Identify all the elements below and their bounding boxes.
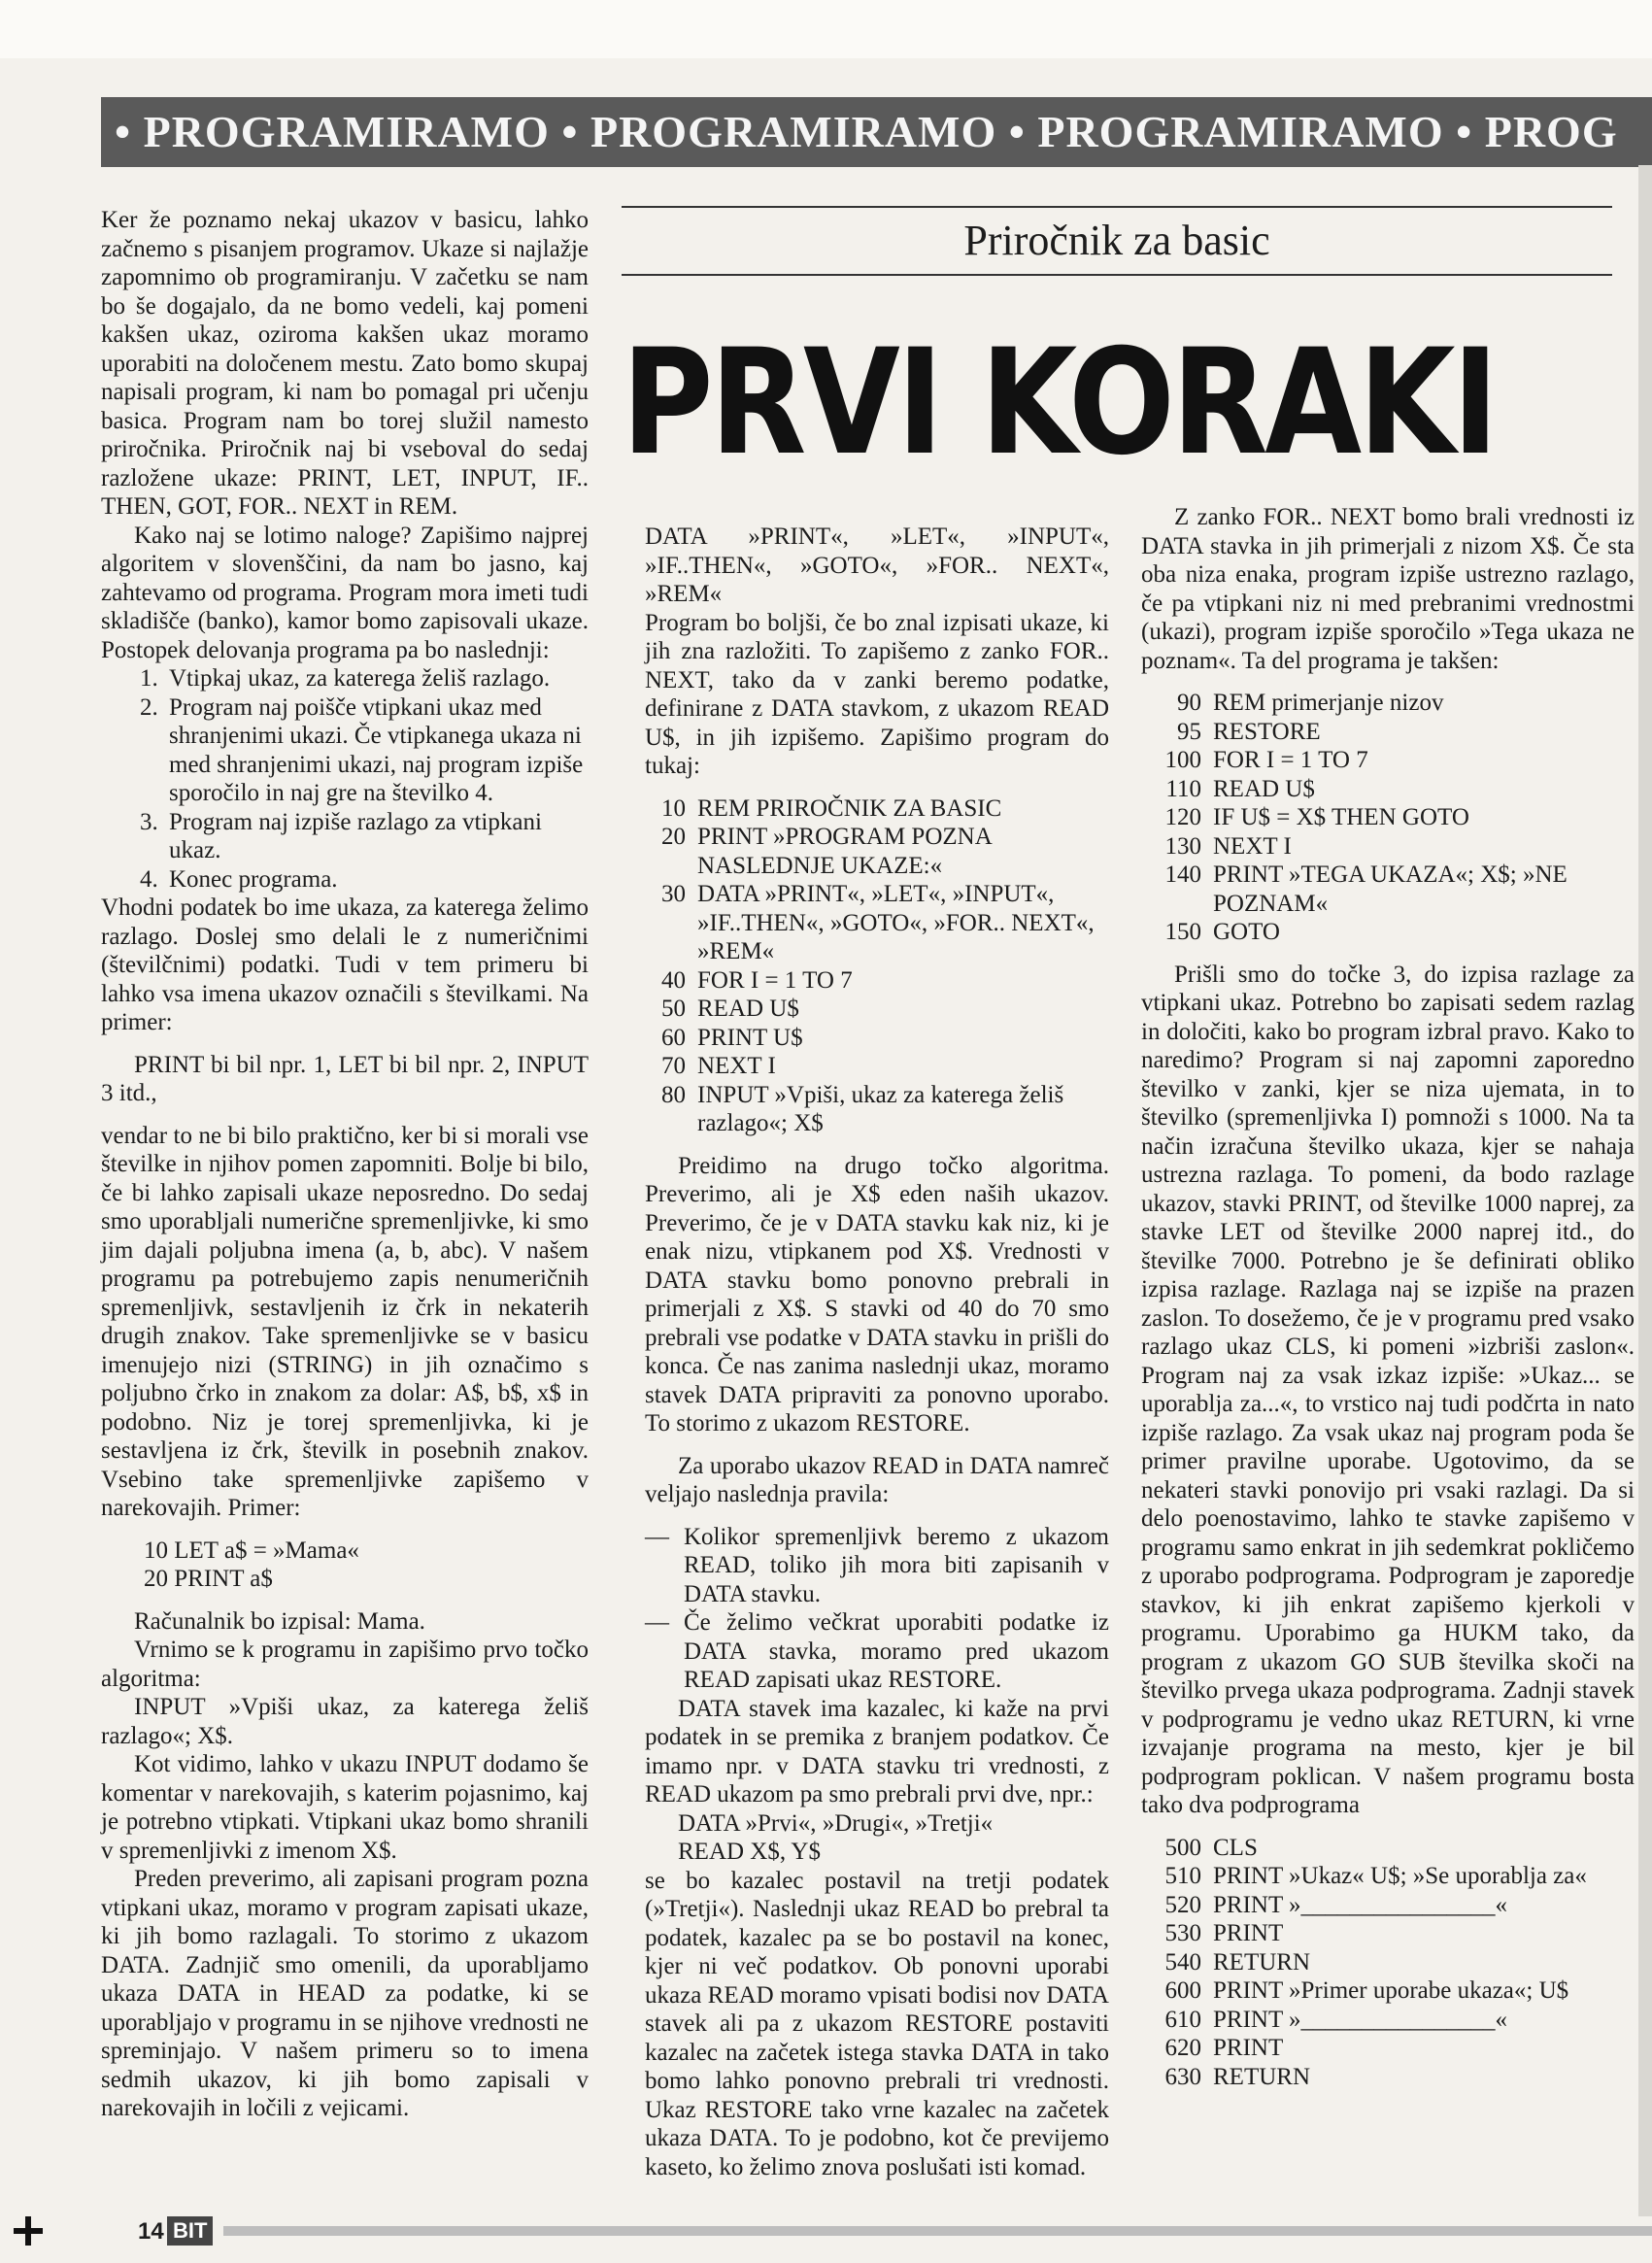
code-block-2: [645, 794, 1109, 1138]
code-line: 50 READ U$: [661, 996, 799, 1022]
paragraph: Vhodni podatek bo ime ukaza, za katerega želimo razlago. Doslej smo delali le z numeričnimi (številčnimi) podatki. Tudi v tem primeru bi lahko vsa imena ukazov označili s številkami. Na primer:: [101, 895, 589, 1035]
paragraph: Z zanko FOR.. NEXT bomo brali vrednosti iz DATA stavka in jih primerjali z nizom X$. Če sta oba niza enaka, program izpiše ustrezno razlago, če pa vtipkani niz ni med prebranimi vrednostmi (ukazi), program izpiše sporočilo »Tega ukaza ne poznam«. Ta del programa je takšen:: [1141, 504, 1635, 674]
code-block-1: [101, 1537, 589, 1594]
code-line: 500 CLS: [1164, 1834, 1258, 1861]
data-line: DATA »PRINT«, »LET«, »INPUT«, »IF..THEN«, »GOTO«, »FOR.. NEXT«, »REM«: [645, 524, 1109, 607]
code-line: 150 GOTO: [1164, 919, 1280, 945]
page-number: 14: [138, 2218, 164, 2245]
registration-mark-icon: [14, 2216, 43, 2246]
subtitle-block: [622, 206, 1612, 276]
paragraph: DATA stavek ima kazalec, ki kaže na prvi podatek in se premika z branjem podatkov. Če imamo npr. v DATA stavku tri vrednosti, z READ ukazom pa smo prebrali prvi dve, npr.:: [645, 1695, 1109, 1807]
paragraph: Preden preverimo, ali zapisani program pozna vtipkani ukaz, moramo v program zapisati ukaze, ki jih bomo razlagali. To storimo z ukazom DATA. Zadnjič smo omenili, da uporabljamo ukaza DATA in HEAD za podatke, ki se uporabljajo v programu in se njihove vrednosti ne spreminjajo. V našem primeru so to imena sedmih ukazov, ki jih bomo zapisali v narekovajih in ločili z vejicami.: [101, 1866, 589, 2121]
section-banner: [101, 97, 1652, 167]
page-top-edge: [0, 0, 1652, 58]
subtitle: Priročnik za basic: [963, 217, 1270, 264]
banner-text: • PROGRAMIRAMO • PROGRAMIRAMO • PROGRAMIRAMO • PROG: [115, 107, 1618, 156]
code-line: 10 REM PRIROČNIK ZA BASIC: [661, 794, 1002, 822]
list-number: 2.: [140, 693, 158, 721]
list-text: Vtipkaj ukaz, za katerega želiš razlago.: [169, 665, 551, 692]
paragraph: Računalnik bo izpisal: Mama.: [134, 1607, 425, 1635]
code-line: 630 RETURN: [1164, 2063, 1310, 2090]
list-item: [140, 693, 589, 808]
code-block-4: [1141, 1834, 1635, 2092]
list-item: [140, 865, 589, 895]
list-text: Program naj izpiše razlago za vtipkani ukaz.: [169, 808, 542, 863]
footer: [0, 2216, 1652, 2263]
paragraph: se bo kazalec postavil na tretji podatek (»Tretji«). Naslednji ukaz READ bo prebral ta podatek, kazalec pa se bo postavil na konec, kjer ni več podatkov. Ob ponovni uporabi ukaza READ moramo vpisati bodisi nov DATA stavek ali pa z ukazom RESTORE postaviti kazalec na začetek istega stavka DATA in tako bomo lahko ponovno prebrali tri vrednosti. Ukaz RESTORE tako vrne kazalec na začetek ukaza DATA. To je podobno, kot če previjemo kaseto, ko želimo znova poslušati isti komad.: [645, 1867, 1109, 2180]
code-line: 540 RETURN: [1164, 1948, 1310, 1976]
paragraph: vendar to ne bi bilo praktično, ker bi si morali vse številke in njihov pomen zapomniti. Bolje bi bilo, če bi lahko zapisali ukaze neposredno. Do sedaj smo uporabljali numerične spremenljivke, ki smo jim dajali poljubna imena (a, b, abc). V našem programu pa potrebujemo zapis nenumeričnih spremenljivk, sestavljenih iz črk in nekaterih drugih znakov. Take spremenljivke se v basicu imenujejo nizi (STRING) in jih označimo s poljubno črko in znakom za dolar: A$, b$, x$ in podobno. Niz je torej spremenljivka, ki je sestavljena iz črk, številk in posebnih znakov. Vsebino take spremenljivke zapišemo v narekovajih. Primer:: [101, 1122, 589, 1521]
example-line: DATA »Prvi«, »Drugi«, »Tretji«: [678, 1809, 994, 1837]
code-line: 530 PRINT: [1164, 1920, 1284, 1946]
code-line: 20 PRINT a$: [144, 1566, 273, 1592]
code-line: 520 PRINT »________________«: [1164, 1891, 1508, 1918]
example-line: READ X$, Y$: [678, 1839, 821, 1865]
code-line: 100 FOR I = 1 TO 7: [1164, 747, 1368, 773]
list-text: Konec programa.: [169, 865, 338, 893]
code-line: 110 READ U$: [1165, 775, 1315, 802]
paragraph: Za uporabo ukazov READ in DATA namreč veljajo naslednja pravila:: [645, 1452, 1109, 1507]
paragraph: Vrnimo se k programu in zapišimo prvo točko algoritma:: [101, 1637, 589, 1692]
code-line: 610 PRINT »________________«: [1164, 2006, 1508, 2033]
code-block-3: [1141, 689, 1635, 947]
paragraph: Preidimo na drugo točko algoritma. Preverimo, ali je X$ eden naših ukazov. Preverimo, če je v DATA stavku kak niz, ki je enak nizu, vtipkanem pod X$. Vrednosti v DATA stavku bomo ponovno prebrali in primerjali z X$. S stavki od 40 do 70 smo prebrali vse podatke v DATA stavku in prišli do konca. Če nas zanima naslednji ukaz, moramo stavek DATA pripraviti za ponovno uporabo. To storimo z ukazom RESTORE.: [645, 1152, 1109, 1436]
footer-bar: [223, 2226, 1652, 2236]
column-1: [101, 206, 589, 2123]
code-line: 620 PRINT: [1164, 2035, 1284, 2061]
rule-item: — Kolikor spremenljivk beremo z ukazom READ, toliko jih mora biti zapisanih v DATA stavku.: [645, 1523, 1109, 1607]
code-line: 130 NEXT I: [1164, 832, 1292, 860]
headline: PRVI KORAKI: [622, 319, 1496, 488]
list-item: [140, 664, 589, 693]
magazine-logo: BIT: [167, 2216, 213, 2246]
column-2: [645, 523, 1109, 2181]
code-line: 20 PRINT »PROGRAM POZNA NASLEDNJE UKAZE:«: [661, 824, 992, 879]
code-line: 70 NEXT I: [661, 1053, 776, 1079]
example-line: PRINT bi bil npr. 1, LET bi bil npr. 2, INPUT 3 itd.,: [101, 1051, 589, 1106]
code-line: 95 RESTORE: [1177, 718, 1321, 745]
list-text: Program naj poišče vtipkani ukaz med shranjenimi ukazi. Če vtipkanega ukaza ni med shranjenimi ukazi, naj program izpiše sporočilo in naj gre na številko 4.: [169, 693, 584, 806]
algorithm-list: [101, 664, 589, 894]
rule-bottom: [622, 274, 1612, 276]
paragraph: Prišli smo do točke 3, do izpisa razlage za vtipkani ukaz. Potrebno bo zapisati sedem razlag in določiti, kako bo program izbral pravo. Kako to naredimo? Program si naj zapomni zaporedno številko v zanki, kjer se niza ujemata, in to številko (spremenljivka I) pomnoži s 1000. Na ta način izračuna številko ukaza, kjer se nahaja ustrezna razlaga. To pomeni, da bodo razlage ukazov, stavki PRINT, od številke 1000 naprej, za stavke LET od številke 2000 naprej itd., do številke 7000. Potrebno je še definirati obliko izpisa razlage. Razlaga naj se izpiše na prazen zaslon. To dosežemo, če je v programu pred vsako razlago ukaz CLS, ki pomeni »izbriši zaslon«. Program naj za vsak izkaz izpiše: »Ukaz... se uporablja za...«, to vrstico naj tudi podčrta in nato izpiše razlago. Za vsak ukaz naj program poda še primer pravilne uporabe. Ugotovimo, da se nekateri stavki ponovijo pri vsaki razlagi. Da si delo poenostavimo, lahko te stavke zapišemo v programu samo enkrat in jih sedemkrat pokličemo z uporabo podprograma. Podprogram je zaporedje stavkov, ki jih enkrat zapišemo kjerkoli v programu. Uporabimo ga HUKM tako, da program z ukazom GO SUB številka skoči na številko prvega ukaza podprograma. Zadnji stavek v podprogramu je vedno ukaz RETURN, ki vrne izvajanje programa na mesto, kjer je bil podprogram poklican. V našem programu bosta tako dva podprograma: [1141, 961, 1635, 1818]
rule-item: — Če želimo večkrat uporabiti podatke iz DATA stavka, moramo pred ukazom READ zapisati ukaz RESTORE.: [645, 1609, 1109, 1693]
code-line: 40 FOR I = 1 TO 7: [661, 966, 853, 994]
code-line: 10 LET a$ = »Mama«: [144, 1537, 359, 1564]
list-item: [140, 808, 589, 865]
code-line: 140 PRINT »TEGA UKAZA«; X$; »NE POZNAM«: [1164, 861, 1568, 917]
page-right-edge: [1638, 165, 1652, 2216]
paragraph: Kako naj se lotimo naloge? Zapišimo najprej algoritem v slovenščini, da nam bo jasno, kaj zahtevamo od programa. Program mora imeti tudi skladišče (banko), kamor bomo zapisovali ukaze. Postopek delovanja programa pa bo naslednji:: [101, 522, 589, 663]
code-line: 60 PRINT U$: [661, 1024, 803, 1051]
column-3: [1141, 503, 1635, 2091]
paragraph: Ker že poznamo nekaj ukazov v basicu, lahko začnemo s pisanjem programov. Ukaze si najlažje zapomnimo ob programiranju. V začetku se nam bo še dogajalo, da ne bomo vedeli, kaj pomeni kakšen ukaz, oziroma kakšen ukaz moramo uporabiti na določenem mestu. Zato bomo skupaj napisali program, ki nam bo pomagal pri učenju basica. Program nam bo torej služil namesto priročnika. Priročnik naj bi vseboval do sedaj razložene ukaze: PRINT, LET, INPUT, IF.. THEN, GOT, FOR.. NEXT in REM.: [101, 207, 589, 520]
code-line: 30 DATA »PRINT«, »LET«, »INPUT«, »IF..THEN«, »GOTO«, »FOR.. NEXT«, »REM«: [661, 881, 1095, 964]
code-line: 90 REM primerjanje nizov: [1177, 690, 1444, 716]
paragraph: Program bo boljši, če bo znal izpisati ukaze, ki jih zna razložiti. To zapišemo z zanko FOR.. NEXT, tako da v zanki beremo podatke, definirane z DATA stavkom, z ukazom READ U$, in jih izpišemo. Zapišimo program do tukaj:: [645, 609, 1109, 779]
list-number: 1.: [140, 665, 158, 692]
paragraph: Kot vidimo, lahko v ukazu INPUT dodamo še komentar v narekovajih, s katerim pojasnimo, kaj je potrebno vtipkati. Vtipkani ukaz bomo shranili v spremenljivki z imenom X$.: [101, 1751, 589, 1864]
list-number: 3.: [140, 808, 158, 835]
code-line: 80 INPUT »Vpiši, ukaz za katerega želiš razlago«; X$: [661, 1081, 1064, 1136]
code-line: 510 PRINT »Ukaz« U$; »Se uporablja za«: [1164, 1863, 1587, 1889]
code-line: 120 IF U$ = X$ THEN GOTO: [1164, 804, 1469, 830]
list-number: 4.: [140, 865, 158, 893]
input-line: INPUT »Vpiši ukaz, za katerega želiš razlago«; X$.: [101, 1694, 589, 1749]
code-line: 600 PRINT »Primer uporabe ukaza«; U$: [1164, 1977, 1569, 2004]
